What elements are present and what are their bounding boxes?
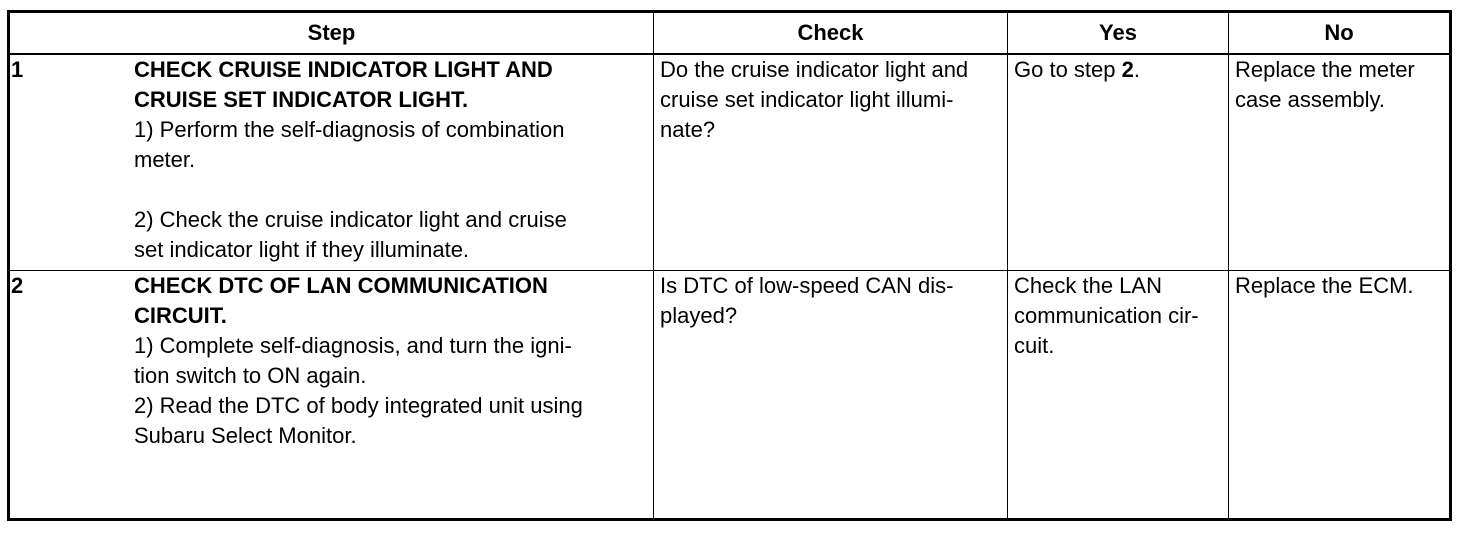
yes-cell — [1008, 271, 1229, 520]
check-cell — [654, 54, 1008, 271]
header-no: No — [1229, 12, 1451, 55]
check-text: nate? — [660, 117, 716, 142]
header-yes: Yes — [1008, 12, 1229, 55]
no-text: Replace the ECM. — [1235, 273, 1414, 298]
step-instruction: set indicator light if they illuminate. — [134, 237, 470, 262]
step-instruction: 1) Complete self-diagnosis, and turn the igni- — [134, 333, 572, 358]
header-row — [9, 12, 1451, 55]
step-instruction: 1) Perform the self-diagnosis of combination — [134, 117, 565, 142]
step-instruction: Subaru Select Monitor. — [134, 423, 357, 448]
spacer — [134, 175, 647, 205]
diagnosis-table — [7, 10, 1452, 521]
step-title: CHECK CRUISE INDICATOR LIGHT AND — [134, 57, 553, 82]
yes-step-link: 2 — [1121, 57, 1134, 82]
no-text: case assembly. — [1235, 87, 1385, 112]
no-cell — [1229, 271, 1451, 520]
table-row — [9, 271, 1451, 520]
check-text: Is DTC of low-speed CAN dis- — [660, 273, 954, 298]
step-title: CHECK DTC OF LAN COMMUNICATION — [134, 273, 548, 298]
yes-text: communication cir- — [1014, 303, 1199, 328]
yes-cell — [1008, 54, 1229, 271]
table-row — [9, 54, 1451, 271]
yes-text: . — [1133, 57, 1140, 82]
check-text: played? — [660, 303, 738, 328]
yes-text: Go to step — [1014, 57, 1122, 82]
yes-text: cuit. — [1014, 333, 1055, 358]
check-cell — [654, 271, 1008, 520]
step-instruction: tion switch to ON again. — [134, 363, 367, 388]
step-number: 2 — [11, 273, 24, 298]
step-instruction: 2) Check the cruise indicator light and cruise — [134, 207, 567, 232]
step-title: CRUISE SET INDICATOR LIGHT. — [134, 87, 469, 112]
yes-text: Check the LAN — [1014, 273, 1162, 298]
no-cell — [1229, 54, 1451, 271]
step-instruction: meter. — [134, 147, 196, 172]
no-text: Replace the meter — [1235, 57, 1415, 82]
header-step: Step — [9, 12, 654, 55]
check-text: cruise set indicator light illumi- — [660, 87, 954, 112]
header-check: Check — [654, 12, 1008, 55]
step-title: CIRCUIT. — [134, 303, 227, 328]
step-instruction: 2) Read the DTC of body integrated unit using — [134, 393, 583, 418]
step-cell — [9, 271, 654, 520]
check-text: Do the cruise indicator light and — [660, 57, 969, 82]
step-number: 1 — [11, 57, 24, 82]
step-cell — [9, 54, 654, 271]
